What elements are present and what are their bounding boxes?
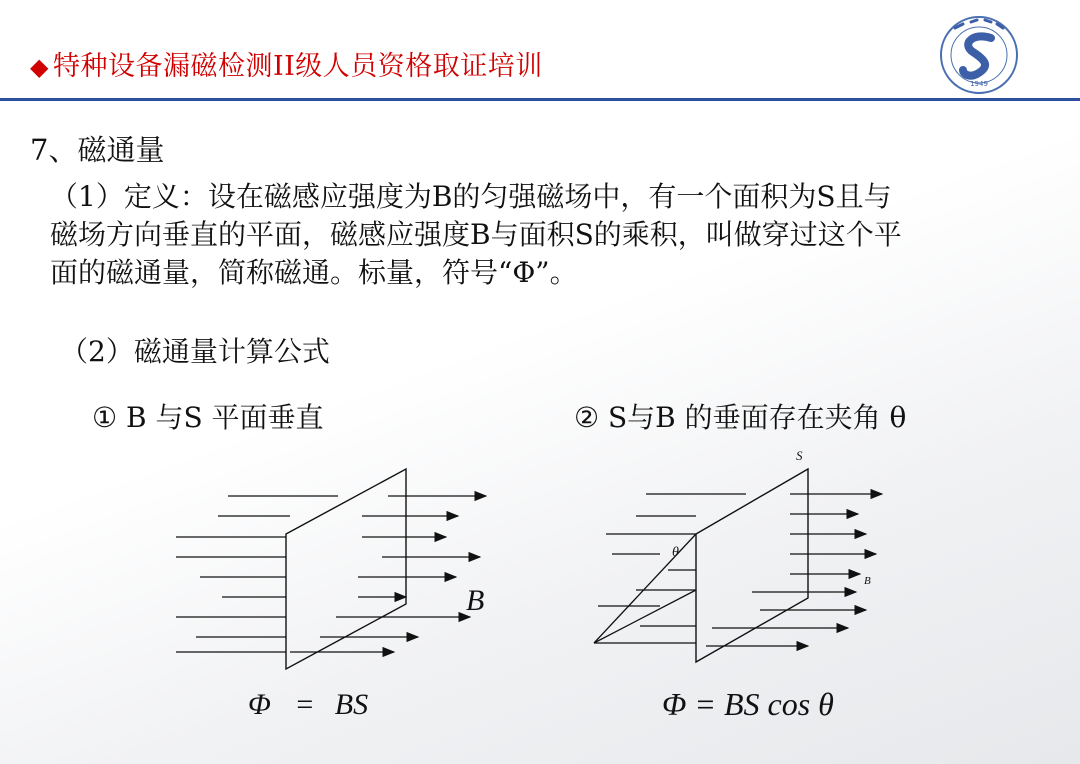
formula-1-eq: = — [296, 688, 314, 721]
formula-1 — [248, 688, 368, 722]
definition-line: （1）定义：设在磁感应强度为B的匀强磁场中，有一个面积为S且与 — [50, 180, 892, 213]
definition-line: 磁场方向垂直的平面，磁感应强度B与面积S的乘积，叫做穿过这个平 — [50, 218, 902, 251]
figure2-s-label: S — [796, 448, 803, 463]
formula-2: Φ = BS cos θ — [662, 686, 834, 722]
figure2-theta-label: θ — [672, 545, 679, 560]
plane-s-inclined — [696, 469, 808, 662]
figure2-b-label: B — [864, 575, 871, 587]
field-arrows-right-2 — [706, 494, 882, 646]
formula-heading: （2）磁通量计算公式 — [60, 335, 330, 368]
figure1-caption: ① B 与S 平面垂直 — [92, 401, 324, 434]
section-heading: 7、磁通量 — [30, 133, 165, 167]
logo-year: 1949 — [970, 80, 988, 88]
formula-1-phi: Φ — [248, 688, 271, 721]
slide-title-text: 特种设备漏磁检测II级人员资格取证培训 — [52, 51, 543, 82]
figure2-caption: ② S与B 的垂面存在夹角 θ — [574, 401, 907, 434]
definition-line: 面的磁通量，简称磁通。标量，符号“Φ”。 — [50, 256, 578, 289]
diamond-bullet-icon: ◆ — [30, 53, 49, 81]
formula-1-rhs: BS — [334, 688, 369, 721]
figure1-b-label: B — [466, 584, 485, 617]
